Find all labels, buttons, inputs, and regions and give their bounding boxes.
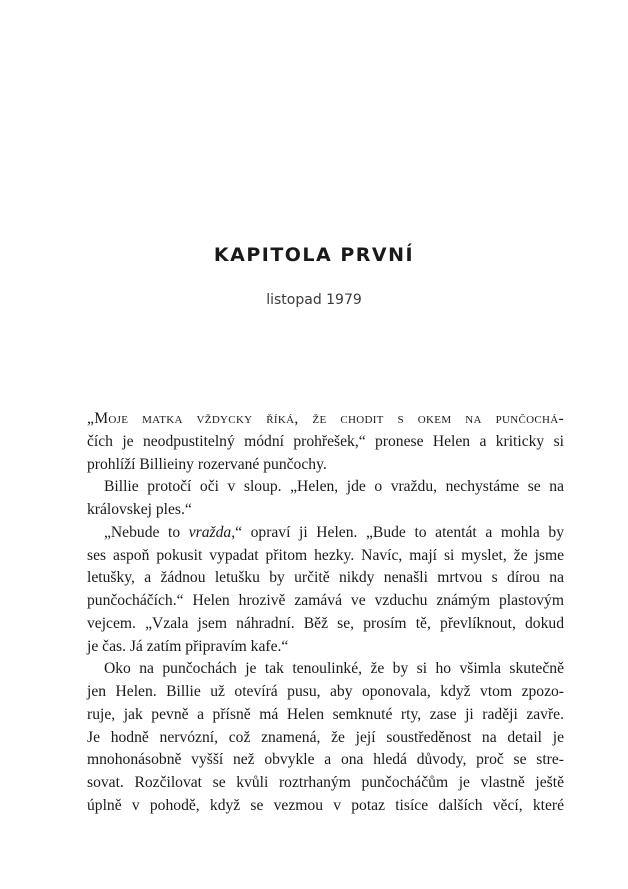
chapter-title: KAPITOLA PRVNÍ [213,244,415,266]
text-line: je čas. Já zatím připravím kafe.“ [87,637,289,655]
text-line: Oko na punčochách je tak tenoulinké, že by si ho všimla skutečně [104,660,564,678]
text-line: ses aspoň pokusit vypadat přitom hezky. Navíc, mají si myslet, že jsme [87,546,564,564]
text-line: královskej ples.“ [87,501,192,518]
text-line [87,408,564,431]
chapter-date: listopad 1979 [266,292,362,308]
text-line: prohlíží Billieiny rozervané punčochy. [87,455,327,473]
text-line: mnohonásobně vyšší než obvykle a ona hledá důvody, proč se stre- [87,751,564,769]
text-line: jen Helen. Billie už otevírá pusu, aby oponovala, když vtom zpozo- [87,683,564,700]
text-line: Billie protočí oči v sloup. „Helen, jde o vraždu, nechystáme se na [104,478,564,496]
text-line: ruje, jak pevně a přísně má Helen semknuté rty, zase ji raději zavře. [87,705,564,723]
text-fragment: ,“ opraví ji Helen. „Bude to atentát a mohla by [231,523,564,541]
text-line: Je hodně nervózní, což znamená, že její soustředěnost na detail je [87,728,564,746]
text-fragment: „Nebude to [104,523,189,541]
small-caps-opening: „Moje matka vždycky říká, že chodit s okem na punčochá- [87,410,564,427]
text-line: úplně v pohodě, když se vezmou v potaz tisíce dalších věcí, které [87,796,564,814]
text-line: letušky, a žádnou letušku by určitě nikdy nenašli mrtvou s dírou na [87,569,564,587]
italic-word: vražda [188,523,232,541]
text-line: čích je neodpustitelný módní prohřešek,“ pronese Helen a kriticky si [87,432,564,450]
text-line: punčocháčích.“ Helen hrozivě zamává ve vzduchu známým plastovým [87,592,564,609]
body-text [87,408,564,818]
text-line: vejcem. „Vzala jsem náhradní. Běž se, prosím tě, převlíknout, dokud [87,614,564,632]
text-line [87,522,564,545]
text-line: sovat. Rozčilovat se kvůli roztrhaným punčocháčům je vlastně ještě [87,774,564,791]
